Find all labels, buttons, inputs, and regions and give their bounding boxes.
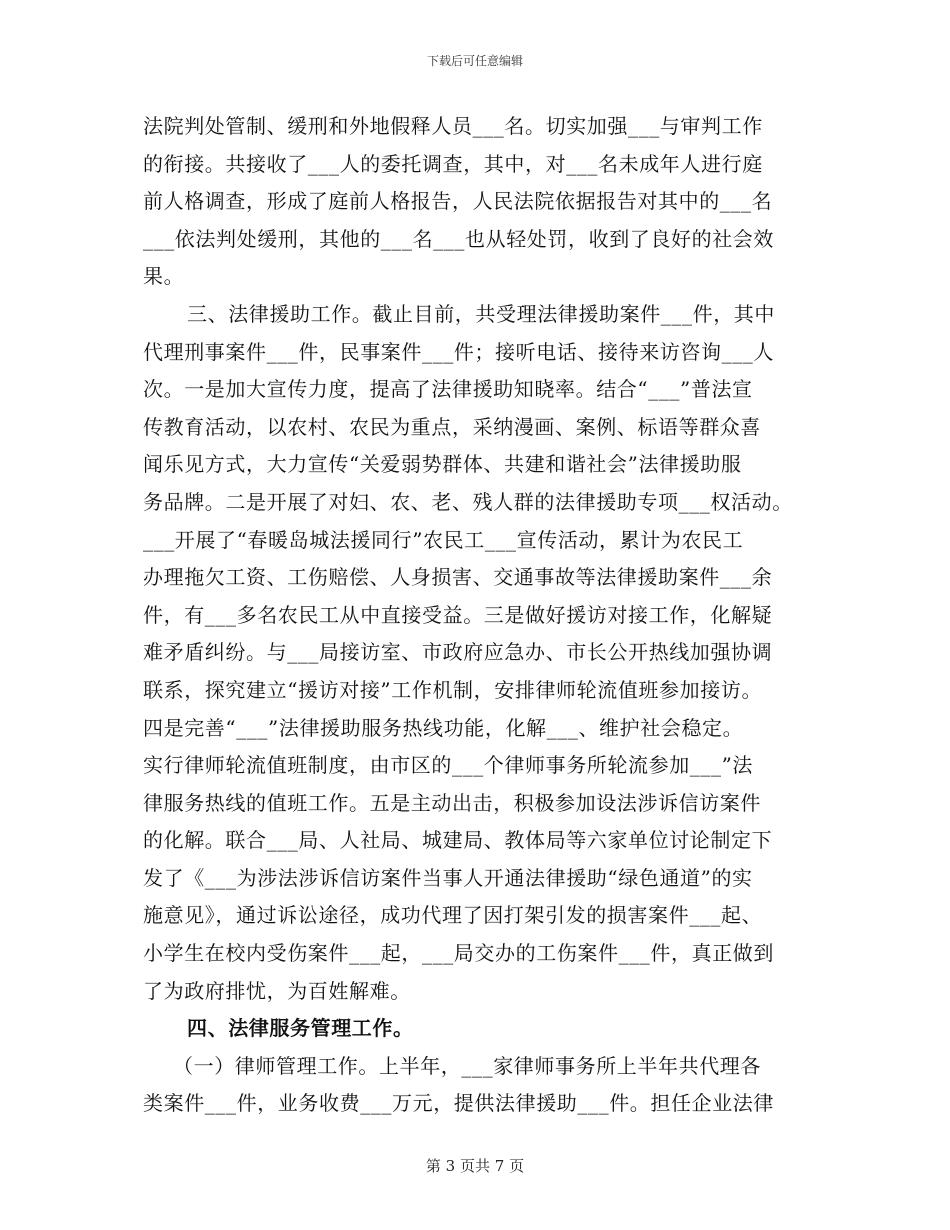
text-line: 办理拖欠工资、工伤赔偿、人身损害、交通事故等法律援助案件___余: [143, 565, 773, 590]
text-line: 闻乐见方式，大力宣传“关爱弱势群体、共建和谐社会”法律援助服: [143, 452, 742, 477]
text-line: 件，有___多名农民工从中直接受益。三是做好援访对接工作，化解疑: [143, 602, 773, 627]
text-line: 果。: [143, 264, 185, 289]
document-body: [143, 108, 813, 1123]
text-line: 三、法律援助工作。截止目前，共受理法律援助案件___件，其中: [187, 301, 775, 326]
text-line: 次。一是加大宣传力度，提高了法律援助知晓率。结合“___”普法宣: [143, 377, 753, 402]
text-line: ___依法判处缓刑，其他的___名___也从轻处罚，收到了良好的社会效: [143, 226, 774, 251]
text-line: 施意见》，通过诉讼途径，成功代理了因打架引发的损害案件___起、: [143, 903, 763, 928]
text-line: 的化解。联合___局、人社局、城建局、教体局等六家单位讨论制定下: [143, 828, 773, 853]
text-line: 四是完善“___”法律援助服务热线功能，化解___、维护社会稳定。: [143, 715, 744, 740]
text-line: 传教育活动，以农村、农民为重点，采纳漫画、案例、标语等群众喜: [143, 414, 761, 439]
text-line: 务品牌。二是开展了对妇、农、老、残人群的法律援助专项___权活动。: [143, 489, 793, 514]
section-heading: 四、法律服务管理工作。: [187, 1016, 414, 1041]
text-line: 类案件___件，业务收费___万元，提供法律援助___件。担任企业法律: [143, 1091, 774, 1116]
text-line: （一）律师管理工作。上半年，___家律师事务所上半年共代理各: [173, 1053, 761, 1078]
text-line: 了为政府排忧，为百姓解难。: [143, 978, 411, 1003]
text-line: 难矛盾纠纷。与___局接访室、市政府应急办、市长公开热线加强协调: [143, 640, 773, 665]
text-line: 的衔接。共接收了___人的委托调查，其中，对___名未成年人进行庭: [143, 151, 763, 176]
text-line: 法院判处管制、缓刑和外地假释人员___名。切实加强___与审判工作: [143, 114, 763, 138]
text-line: 联系，探究建立“援访对接”工作机制，安排律师轮流值班参加接访。: [143, 677, 763, 702]
text-line: 发了《___为涉法涉诉信访案件当事人开通法律援助“绿色通道”的实: [143, 865, 753, 890]
text-line: 代理刑事案件___件，民事案件___件；接听电话、接待来访咨询___人: [143, 339, 774, 364]
text-line: 小学生在校内受伤案件___起，___局交办的工伤案件___件，真正做到: [143, 941, 774, 966]
page-footer: 第 3 页共 7 页: [425, 1157, 525, 1175]
text-line: 实行律师轮流值班制度，由市区的___个律师事务所轮流参加___”法: [143, 753, 754, 778]
text-line: 前人格调查，形成了庭前人格报告，人民法院依据报告对其中的___名: [143, 189, 773, 214]
text-line: ___开展了“春暖岛城法援同行”农民工___宣传活动，累计为农民工: [143, 527, 744, 552]
text-line: 律服务热线的值班工作。五是主动出击，积极参加设法涉诉信访案件: [143, 790, 761, 815]
page-header: 下载后可任意编辑: [426, 54, 523, 68]
